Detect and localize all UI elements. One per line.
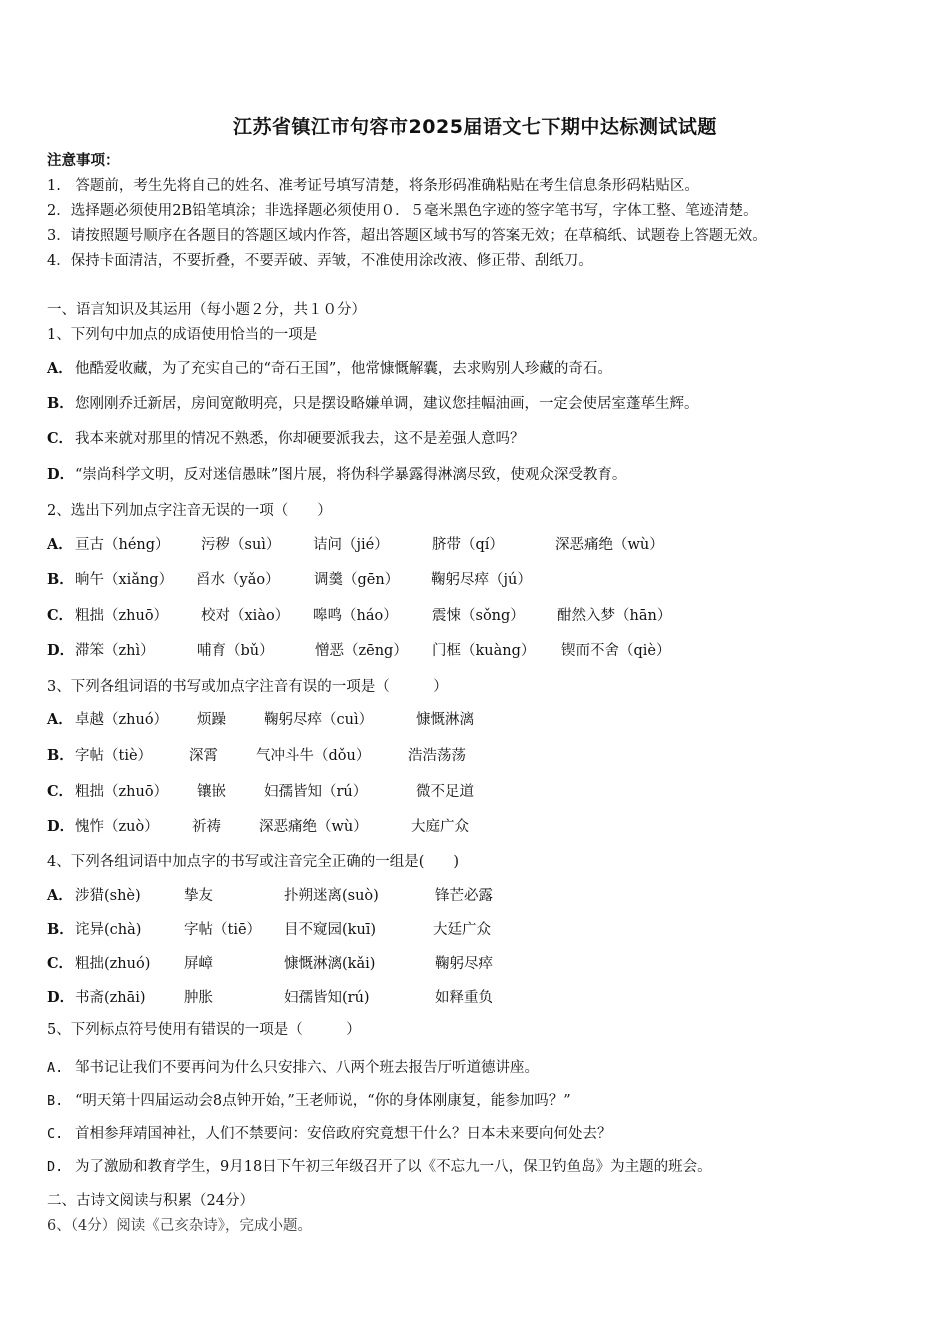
option-text: “崇尚科学文明，反对迷信愚昧”图片展，将伪科学暴露得淋漓尽致，使观众深受教育。 [75,467,627,483]
option-label: D． [47,466,75,483]
option-row [47,429,525,449]
option-label: C． [47,783,74,800]
option-label: B． [47,747,74,764]
option-item: 气冲斗牛（dǒu） [256,748,371,764]
option-row [47,394,699,414]
option-item: 锋芒必露 [435,888,493,904]
question-stem: 3、下列各组词语的书写或加点字注音有误的一项是（ ） [47,679,448,695]
option-item: 门框（kuàng） [432,643,536,659]
option-item: 屏嶂 [184,956,213,972]
option-label: D． [47,642,75,659]
option-label: A． [47,360,73,377]
option-text: 邹书记让我们不要再问为什么只安排六、八两个班去报告厅听道德讲座。 [75,1060,539,1076]
option-item: 诧异(chà) [75,922,142,938]
option-text: “明天第十四届运动会8点钟开始，”王老师说，“你的身体刚康复，能参加吗？” [75,1093,571,1109]
option-text: 首相参拜靖国神社，人们不禁要问：安倍政府究竟想干什么？日本未来要向何处去？ [75,1126,612,1142]
notice-item: 3．请按照题号顺序在各题目的答题区域内作答，超出答题区域书写的答案无效；在草稿纸、试题卷上答题无效。 [47,228,767,244]
option-label: B. [47,1093,64,1109]
option-label: C． [47,607,74,624]
option-item: 嗥鸣（háo） [313,608,398,624]
question-stem: 1、下列句中加点的成语使用恰当的一项是 [47,327,318,343]
option-label: A． [47,536,73,553]
option-label: B． [47,395,74,412]
option-row [47,1091,571,1111]
option-label: A． [47,887,73,904]
option-label: D． [47,989,75,1006]
option-item: 诘问（jié） [313,537,389,553]
option-item: 脐带（qí） [432,537,504,553]
option-item: 微不足道 [416,784,474,800]
option-item: 哺育（bǔ） [197,643,274,659]
section-heading: 一、语言知识及其运用（每小题２分，共１０分） [47,302,366,318]
option-item: 浩浩荡荡 [408,748,466,764]
option-item: 粗拙（zhuō） [75,608,169,624]
option-item: 涉猎(shè) [75,888,141,904]
question-stem: 4、下列各组词语中加点字的书写或注音完全正确的一组是( ) [47,854,460,870]
notice-item: 2．选择题必须使用2B铅笔填涂；非选择题必须使用０．５毫米黑色字迹的签字笔书写，字体工整、笔迹清楚。 [47,203,758,219]
option-text: 为了激励和教育学生，9月18日下午初三年级召开了以《不忘九一八，保卫钓鱼岛》为主题的班会。 [75,1159,712,1175]
option-label: B． [47,921,74,938]
notice-heading: 注意事项： [47,152,120,169]
option-item: 镶嵌 [197,784,226,800]
option-item: 烦躁 [197,712,226,728]
option-label: D. [47,1159,64,1175]
option-item: 愧怍（zuò） [75,819,159,835]
option-item: 卓越（zhuó） [75,712,169,728]
option-item: 舀水（yǎo） [196,572,280,588]
question-stem: 5、下列标点符号使用有错误的一项是（ ） [47,1022,361,1038]
option-row [47,1124,612,1144]
option-item: 目不窥园(kuī) [284,922,377,938]
option-item: 震悚（sǒng） [432,608,525,624]
option-label: C． [47,430,74,447]
option-item: 挚友 [184,888,213,904]
option-item: 慷慨淋漓(kǎi) [284,956,376,972]
option-item: 妇孺皆知(rú) [284,990,370,1006]
option-item: 慷慨淋漓 [416,712,474,728]
option-item: 粗拙（zhuō） [75,784,169,800]
option-item: 深恶痛绝（wù） [555,537,664,553]
option-item: 大庭广众 [411,819,469,835]
option-item: 酣然入梦（hān） [557,608,672,624]
option-text: 他酷爱收藏，为了充实自己的“奇石王国”，他常慷慨解囊，去求购别人珍藏的奇石。 [75,361,612,377]
option-item: 滞笨（zhì） [75,643,155,659]
option-text: 您刚刚乔迁新居，房间宽敞明亮，只是摆设略嫌单调，建议您挂幅油画，一定会使居室蓬荜生辉。 [75,396,699,412]
option-item: 祈祷 [192,819,221,835]
option-item: 书斋(zhāi) [75,990,146,1006]
option-item: 字帖（tiē） [184,922,262,938]
option-item: 字帖（tiè） [75,748,153,764]
option-row [47,465,626,485]
option-label: D． [47,818,75,835]
option-row [47,1058,539,1078]
option-item: 晌午（xiǎng） [75,572,174,588]
option-item: 深恶痛绝（wù） [259,819,368,835]
option-item: 污秽（suì） [201,537,281,553]
option-item: 深霄 [189,748,218,764]
option-label: C. [47,1126,64,1142]
option-row [47,359,612,379]
option-item: 粗拙(zhuó) [75,956,151,972]
option-item: 大廷广众 [433,922,491,938]
section-heading: 二、古诗文阅读与积累（24分） [47,1193,254,1209]
option-item: 鞠躬尽瘁 [435,956,493,972]
question-stem: 2、选出下列加点字注音无误的一项（ ） [47,503,332,519]
option-item: 扑朔迷离(suò) [284,888,379,904]
option-item: 鞠躬尽瘁（jú） [431,572,532,588]
option-label: B． [47,571,74,588]
option-item: 如释重负 [435,990,493,1006]
option-item: 憎恶（zēng） [315,643,408,659]
page-title: 江苏省镇江市句容市2025届语文七下期中达标测试试题 [233,116,717,138]
option-item: 调羹（gēn） [314,572,400,588]
option-item: 鞠躬尽瘁（cuì） [264,712,374,728]
option-item: 校对（xiào） [201,608,290,624]
option-item: 妇孺皆知（rú） [264,784,368,800]
option-item: 亘古（héng） [75,537,170,553]
notice-item: 4．保持卡面清洁，不要折叠，不要弄破、弄皱，不准使用涂改液、修正带、刮纸刀。 [47,253,593,269]
option-item: 肿胀 [184,990,213,1006]
option-label: A． [47,711,73,728]
notice-item: 1. 答题前，考生先将自己的姓名、准考证号填写清楚，将条形码准确粘贴在考生信息条形码粘贴区。 [47,178,699,194]
option-row [47,1157,712,1177]
option-text: 我本来就对那里的情况不熟悉，你却硬要派我去，这不是差强人意吗？ [75,431,525,447]
option-label: C． [47,955,74,972]
option-label: A. [47,1060,64,1076]
question-stem: 6、（4分）阅读《己亥杂诗》，完成小题。 [47,1218,312,1234]
option-item: 锲而不舍（qiè） [561,643,671,659]
